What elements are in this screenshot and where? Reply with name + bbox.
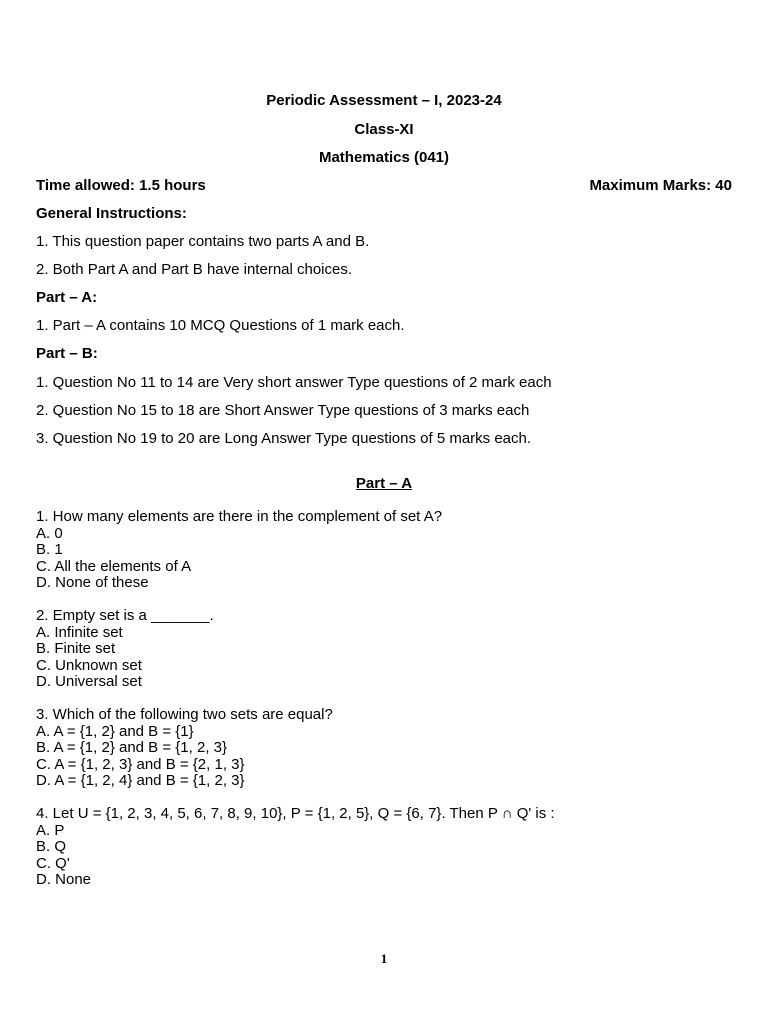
question-block	[36, 608, 214, 691]
option: A. A = {1, 2} and B = {1}	[36, 722, 194, 740]
question-block	[36, 707, 333, 790]
option: A. P	[36, 821, 65, 839]
question-block	[36, 806, 555, 889]
option: A. Infinite set	[36, 623, 123, 641]
option: B. 1	[36, 541, 63, 558]
instruction-item: 1. This question paper contains two parts A and B.	[36, 233, 370, 250]
part-a-heading: Part – A:	[36, 289, 98, 306]
page-number: 1	[380, 951, 388, 966]
option: C. Unknown set	[36, 656, 142, 674]
question-text: 4. Let U = {1, 2, 3, 4, 5, 6, 7, 8, 9, 10}, P = {1, 2, 5}, Q = {6, 7}. Then P ∩ Q' is :	[36, 805, 555, 822]
option: D. None of these	[36, 574, 149, 591]
instruction-item: 2. Both Part A and Part B have internal choices.	[36, 261, 353, 278]
maximum-marks: Maximum Marks: 40	[589, 177, 732, 194]
option: D. None	[36, 871, 92, 888]
general-instructions-heading: General Instructions:	[36, 205, 187, 222]
option: C. All the elements of A	[36, 557, 192, 575]
part-b-heading: Part – B:	[36, 345, 98, 362]
question-block	[36, 509, 442, 592]
instruction-item: 1. Question No 11 to 14 are Very short answer Type questions of 2 mark each	[36, 374, 552, 391]
subject-label: Mathematics (041)	[318, 149, 450, 166]
option: B. Q	[36, 838, 67, 855]
instruction-item: 3. Question No 19 to 20 are Long Answer Type questions of 5 marks each.	[36, 430, 532, 447]
question-text: 3. Which of the following two sets are equal?	[36, 706, 333, 723]
question-text: 1. How many elements are there in the complement of set A?	[36, 508, 443, 525]
option: D. Universal set	[36, 673, 142, 690]
option: C. Q'	[36, 854, 70, 872]
option: C. A = {1, 2, 3} and B = {2, 1, 3}	[36, 755, 245, 773]
time-allowed: Time allowed: 1.5 hours	[36, 177, 206, 194]
instruction-item: 2. Question No 15 to 18 are Short Answer Type questions of 3 marks each	[36, 402, 530, 419]
option: B. A = {1, 2} and B = {1, 2, 3}	[36, 739, 228, 756]
option: A. 0	[36, 524, 63, 542]
option: B. Finite set	[36, 640, 116, 657]
class-label: Class-XI	[354, 121, 414, 138]
section-title-text: Part – A	[355, 475, 413, 492]
question-text: 2. Empty set is a _______.	[36, 607, 214, 624]
instruction-item: 1. Part – A contains 10 MCQ Questions of 1 mark each.	[36, 317, 405, 334]
option: D. A = {1, 2, 4} and B = {1, 2, 3}	[36, 772, 245, 789]
exam-title: Periodic Assessment – I, 2023-24	[266, 92, 502, 109]
section-title	[0, 475, 768, 492]
